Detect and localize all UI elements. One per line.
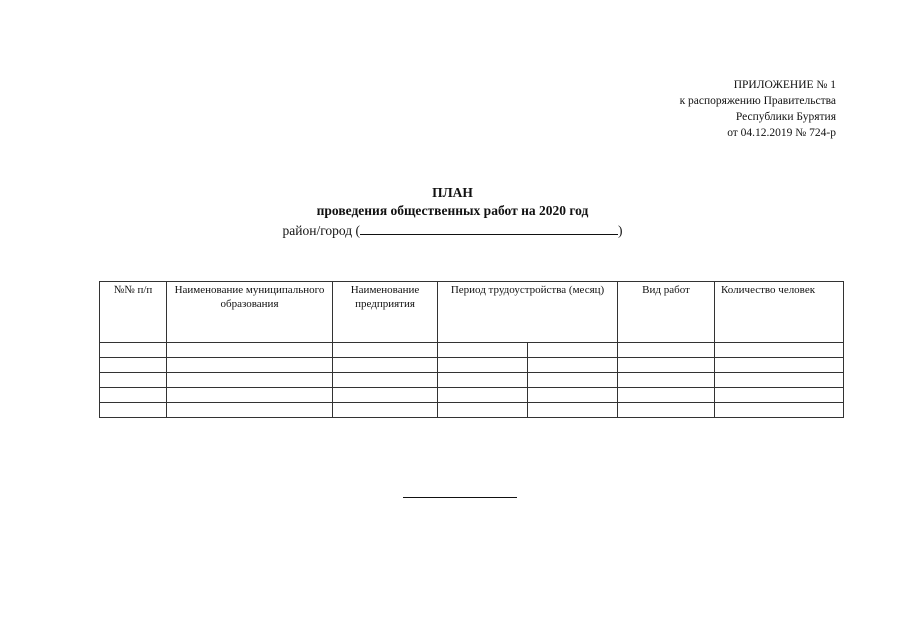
table-cell[interactable]: [100, 373, 167, 388]
appendix-date: от 04.12.2019 № 724-р: [727, 127, 836, 139]
table-cell[interactable]: [333, 373, 438, 388]
table-cell[interactable]: [715, 373, 844, 388]
header-enterprise: Наименование предприятия: [333, 282, 438, 343]
table-row: [100, 373, 844, 388]
table-cell[interactable]: [333, 358, 438, 373]
table-row: [100, 343, 844, 358]
district-line: [0, 222, 905, 239]
appendix-ref: к распоряжению Правительства: [679, 95, 836, 107]
table-cell[interactable]: [528, 358, 618, 373]
table-cell[interactable]: [715, 403, 844, 418]
plan-table: [99, 281, 844, 418]
table-cell[interactable]: [167, 343, 333, 358]
table-cell[interactable]: [438, 358, 528, 373]
table-cell[interactable]: [167, 373, 333, 388]
table-cell[interactable]: [333, 388, 438, 403]
table-cell[interactable]: [333, 403, 438, 418]
table-cell[interactable]: [438, 343, 528, 358]
table-cell[interactable]: [167, 358, 333, 373]
table-cell[interactable]: [100, 358, 167, 373]
header-period: Период трудоустройства (месяц): [438, 282, 618, 343]
table-cell[interactable]: [438, 388, 528, 403]
table-cell[interactable]: [618, 358, 715, 373]
table-cell[interactable]: [100, 403, 167, 418]
district-label: район/город (: [282, 223, 360, 238]
plan-subtitle: проведения общественных работ на 2020 год: [316, 203, 589, 218]
table-cell[interactable]: [528, 343, 618, 358]
table-row: [100, 403, 844, 418]
table-cell[interactable]: [100, 388, 167, 403]
table-header-row: [100, 282, 844, 343]
header-municipality: Наименование муниципального образования: [167, 282, 333, 343]
table-cell[interactable]: [528, 403, 618, 418]
table-cell[interactable]: [528, 373, 618, 388]
table-cell[interactable]: [528, 388, 618, 403]
table-cell[interactable]: [100, 343, 167, 358]
table-cell[interactable]: [167, 403, 333, 418]
header-num: №№ п/п: [100, 282, 167, 343]
table-cell[interactable]: [618, 388, 715, 403]
appendix-government: Республики Бурятия: [735, 111, 836, 123]
table-cell[interactable]: [438, 403, 528, 418]
plan-title: ПЛАН: [432, 185, 473, 200]
header-people-count: Количество человек: [715, 282, 844, 343]
table-cell[interactable]: [618, 403, 715, 418]
table-cell[interactable]: [618, 343, 715, 358]
district-close-paren: ): [618, 223, 623, 238]
table-cell[interactable]: [715, 343, 844, 358]
table-cell[interactable]: [438, 373, 528, 388]
table-cell[interactable]: [333, 343, 438, 358]
appendix-number: ПРИЛОЖЕНИЕ № 1: [733, 79, 836, 91]
table-cell[interactable]: [715, 358, 844, 373]
table-cell[interactable]: [167, 388, 333, 403]
appendix-block: [680, 77, 836, 141]
table-row: [100, 358, 844, 373]
district-blank-field[interactable]: [360, 222, 618, 235]
table-row: [100, 388, 844, 403]
header-work-type: Вид работ: [618, 282, 715, 343]
table-cell[interactable]: [618, 373, 715, 388]
table-cell[interactable]: [715, 388, 844, 403]
signature-line: [403, 497, 517, 498]
